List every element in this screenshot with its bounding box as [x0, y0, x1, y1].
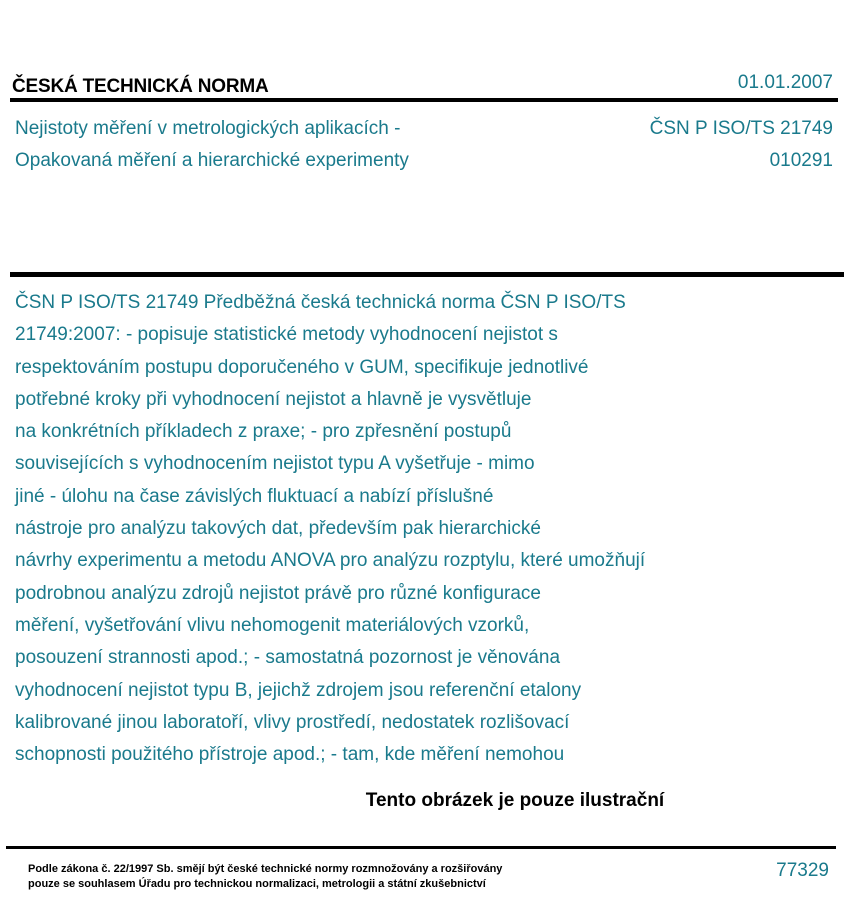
- annotation-line: nástroje pro analýzu takových dat, především pak hierarchické: [15, 518, 541, 540]
- top-divider: [10, 98, 838, 102]
- annotation-text: [15, 287, 645, 771]
- annotation-line: ČSN P ISO/TS 21749 Předběžná česká technická norma ČSN P ISO/TS: [15, 292, 626, 313]
- standard-title-line-1: Nejistoty měření v metrologických aplikacích -: [15, 118, 401, 139]
- annotation-line: jiné - úlohu na čase závislých fluktuací a nabízí příslušné: [15, 485, 494, 507]
- illustration-note: Tento obrázek je pouze ilustrační: [365, 790, 665, 811]
- annotation-line: posouzení strannosti apod.; - samostatná pozornost je věnována: [15, 647, 561, 669]
- standard-title-line-2: Opakovaná měření a hierarchické experimenty: [15, 150, 409, 171]
- annotation-line: měření, vyšetřování vlivu nehomogenit materiálových vzorků,: [15, 614, 530, 636]
- annotation-line: vyhodnocení nejistot typu B, jejichž zdrojem jsou referenční etalony: [15, 679, 582, 701]
- class-number: 010291: [769, 150, 833, 171]
- catalog-number: 77329: [776, 860, 829, 881]
- legal-notice-line-2: pouze se souhlasem Úřadu pro technickou normalizaci, metrologii a státní zkušebnictví: [28, 878, 486, 890]
- standard-code: ČSN P ISO/TS 21749: [649, 118, 833, 139]
- annotation-line: kalibrované jinou laboratoří, vlivy prostředí, nedostatek rozlišovací: [15, 711, 570, 733]
- legal-notice-line-1: Podle zákona č. 22/1997 Sb. smějí být české technické normy rozmnožovány a rozšiřovány: [28, 863, 503, 875]
- legal-notice: [28, 862, 502, 892]
- annotation-line: 21749:2007: - popisuje statistické metody vyhodnocení nejistot s: [15, 324, 558, 346]
- annotation-line: schopnosti použitého přístroje apod.; - tam, kde měření nemohou: [15, 744, 565, 766]
- publication-date: 01.01.2007: [737, 72, 833, 93]
- annotation-line: souvisejících s vyhodnocením nejistot typu A vyšetřuje - mimo: [15, 453, 535, 475]
- annotation-line: potřebné kroky při vyhodnocení nejistot a hlavně je vysvětluje: [15, 388, 532, 410]
- annotation-line: podrobnou analýzu zdrojů nejistot právě pro různé konfigurace: [15, 582, 541, 604]
- bottom-divider: [6, 846, 836, 849]
- annotation-line: respektováním postupu doporučeného v GUM, specifikuje jednotlivé: [15, 356, 589, 378]
- document-header-title: ČESKÁ TECHNICKÁ NORMA: [12, 76, 269, 97]
- annotation-line: na konkrétních příkladech z praxe; - pro zpřesnění postupů: [15, 421, 512, 443]
- annotation-line: návrhy experimentu a metodu ANOVA pro analýzu rozptylu, které umožňují: [15, 550, 646, 572]
- middle-divider: [10, 272, 844, 277]
